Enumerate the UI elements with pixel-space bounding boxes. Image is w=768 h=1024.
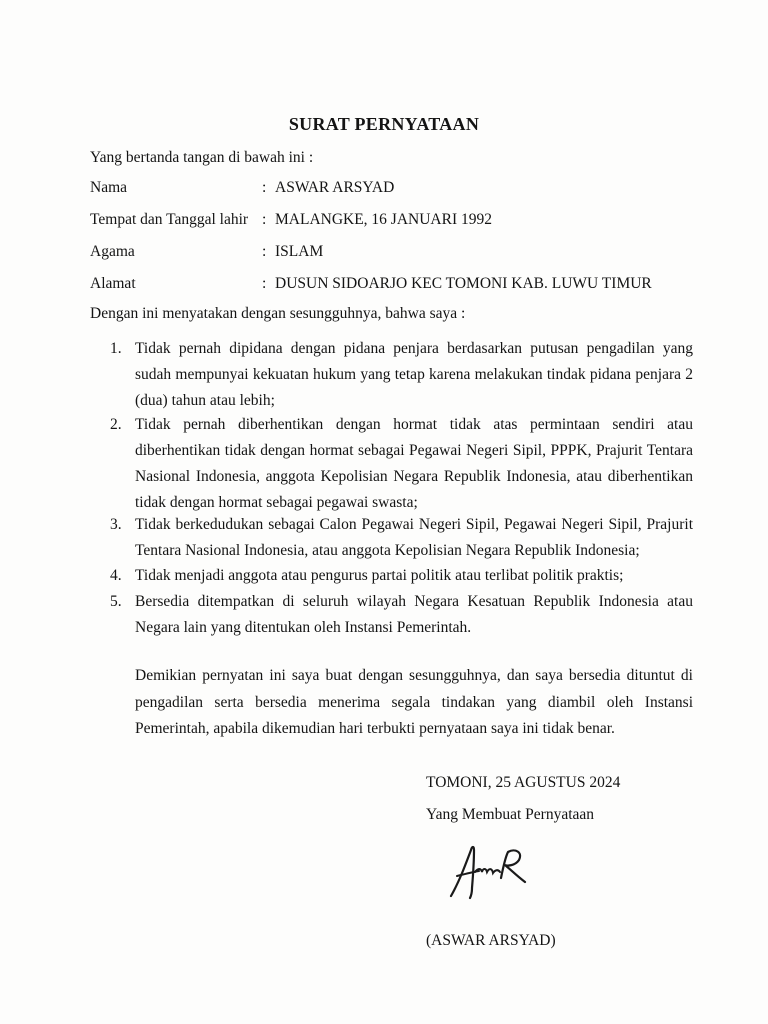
list-item-number: 3. xyxy=(110,516,122,533)
field-label: Agama xyxy=(90,243,135,260)
list-item-text: Tidak menjadi anggota atau pengurus partai politik atau terlibat politik praktis; xyxy=(135,567,624,584)
field-colon: : xyxy=(262,211,267,228)
statement-intro: Dengan ini menyatakan dengan sesungguhnya, bahwa saya : xyxy=(90,305,466,322)
field-colon: : xyxy=(262,275,267,292)
field-label: Tempat dan Tanggal lahir xyxy=(90,211,249,228)
list-item-text: Tidak pernah diberhentikan dengan hormat tidak atas permintaan sendiri atau diberhentikan tidak dengan hormat sebagai Pegawai Negeri Sipil, PPPK, Prajurit Tentara Nasional Indonesia, anggota Kepolisian Negara Republik Indonesia, atau diberhentikan tidak dengan hormat sebagai pegawai swasta; xyxy=(135,416,693,511)
field-label: Nama xyxy=(90,179,128,196)
field-value: ASWAR ARSYAD xyxy=(275,179,395,196)
field-value: DUSUN SIDOARJO KEC TOMONI KAB. LUWU TIMUR xyxy=(275,275,652,292)
place-date: TOMONI, 25 AGUSTUS 2024 xyxy=(426,774,621,791)
document-title: SURAT PERNYATAAN xyxy=(288,114,480,134)
handwritten-signature xyxy=(445,838,535,904)
intro-text: Yang bertanda tangan di bawah ini : xyxy=(90,149,314,166)
closing-paragraph: Demikian pernyatan ini saya buat dengan sesungguhnya, dan saya bersedia dituntut di pengadilan serta bersedia menerima segala tindakan yang diambil oleh Instansi Pemerintah, apabila dikemudian hari terbukti pernyataan saya ini tidak benar. xyxy=(135,667,693,737)
signer-name: (ASWAR ARSYAD) xyxy=(426,932,556,949)
signer-label: Yang Membuat Pernyataan xyxy=(426,806,595,823)
list-item-number: 5. xyxy=(110,593,122,610)
list-item-text: Tidak berkedudukan sebagai Calon Pegawai Negeri Sipil, Pegawai Negeri Sipil, Prajurit Tentara Nasional Indonesia, atau anggota Kepolisian Negara Republik Indonesia; xyxy=(135,516,693,559)
list-item-number: 2. xyxy=(110,416,122,433)
field-label: Alamat xyxy=(90,275,136,292)
field-colon: : xyxy=(262,243,267,260)
list-item-text: Tidak pernah dipidana dengan pidana penjara berdasarkan putusan pengadilan yang sudah mempunyai kekuatan hukum yang tetap karena melakukan tindak pidana penjara 2 (dua) tahun atau lebih; xyxy=(135,340,693,409)
list-item-text: Bersedia ditempatkan di seluruh wilayah Negara Kesatuan Republik Indonesia atau Negara lain yang ditentukan oleh Instansi Pemerintah. xyxy=(135,593,693,636)
list-item-number: 4. xyxy=(110,567,122,584)
field-value: MALANGKE, 16 JANUARI 1992 xyxy=(275,211,492,228)
list-item-number: 1. xyxy=(110,340,122,357)
field-value: ISLAM xyxy=(275,243,324,260)
field-colon: : xyxy=(262,179,267,196)
